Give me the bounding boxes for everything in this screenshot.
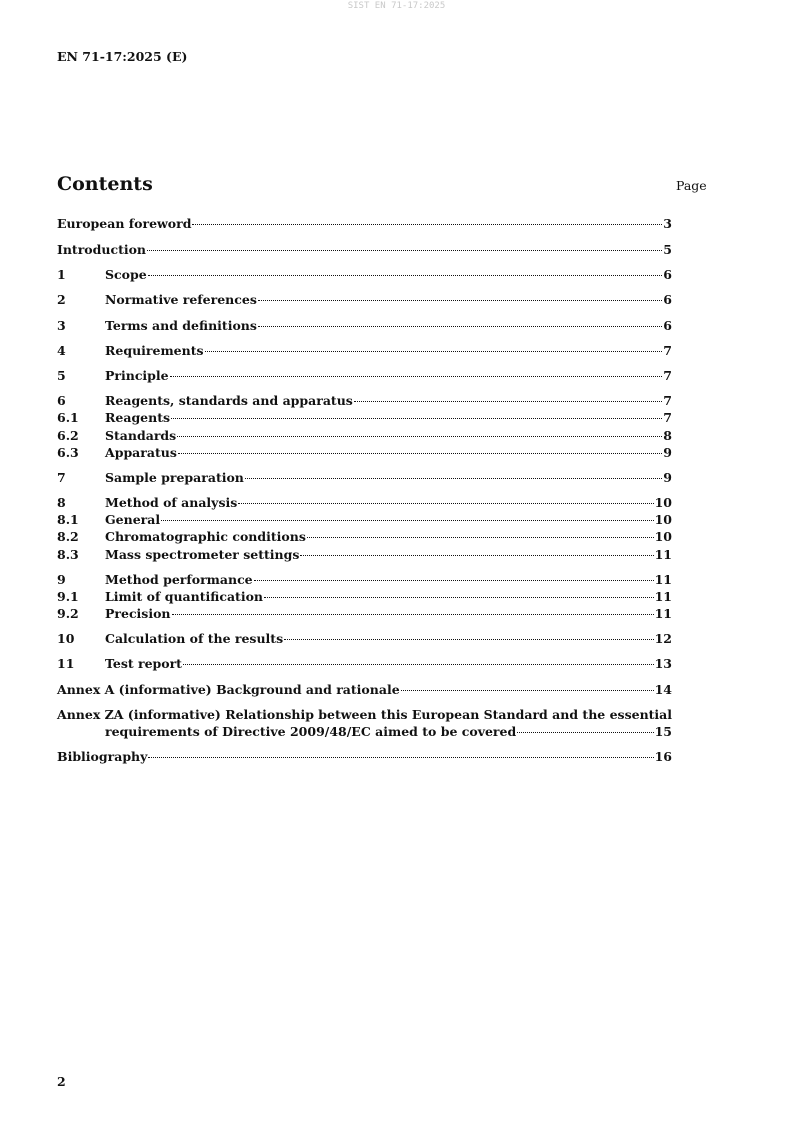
toc-entry[interactable] <box>57 469 672 486</box>
toc-leader-dots <box>245 478 662 479</box>
toc-entry-page: 9 <box>663 445 672 460</box>
toc-leader-dots <box>147 250 662 251</box>
toc-entry-number: 8.1 <box>57 512 79 527</box>
toc-entry[interactable] <box>57 528 672 545</box>
toc-entry-page: 11 <box>654 589 672 604</box>
toc-entry[interactable] <box>57 427 672 444</box>
toc-entry-title: Requirements <box>105 343 204 358</box>
toc-entry-page: 8 <box>663 428 672 443</box>
toc-entry-title: Method performance <box>105 572 253 587</box>
toc-entry-page: 10 <box>654 495 672 510</box>
toc-leader-dots <box>401 690 654 691</box>
toc-entry-number: 6.3 <box>57 445 79 460</box>
toc-leader-dots <box>148 275 663 276</box>
toc-entry-title: Test report <box>105 656 182 671</box>
toc-entry-page: 15 <box>654 724 672 739</box>
toc-leader-dots <box>300 555 653 556</box>
toc-entry-page: 10 <box>654 529 672 544</box>
toc-entry-number: 9.2 <box>57 606 79 621</box>
toc-entry-number: 4 <box>57 343 66 358</box>
toc-entry[interactable] <box>57 392 672 409</box>
toc-entry-title: Normative references <box>105 292 257 307</box>
toc-entry[interactable] <box>57 342 672 359</box>
toc-leader-dots <box>354 401 662 402</box>
toc-entry-number: 6.1 <box>57 410 79 425</box>
toc-entry-page: 13 <box>654 656 672 671</box>
toc-entry-annex-za[interactable] <box>57 706 672 740</box>
toc-entry-title: Precision <box>105 606 171 621</box>
toc-entry[interactable] <box>57 630 672 647</box>
toc-entry-title: Principle <box>105 368 169 383</box>
toc-leader-dots <box>517 732 653 733</box>
toc-entry-title: Apparatus <box>105 445 177 460</box>
toc-entry-page: 16 <box>654 749 672 764</box>
toc-leader-dots <box>170 376 663 377</box>
toc-entry[interactable] <box>57 571 672 588</box>
toc-entry-title: Introduction <box>57 242 147 257</box>
toc-entry-page: 6 <box>663 318 672 333</box>
toc-entry-number: 7 <box>57 470 66 485</box>
toc-leader-dots <box>238 503 653 504</box>
toc-entry-page: 10 <box>654 512 672 527</box>
toc-leader-dots <box>284 639 653 640</box>
toc-entry-title: Standards <box>105 428 177 443</box>
watermark: SIST EN 71-17:2025 <box>347 1 446 11</box>
page-column-label: Page <box>676 178 707 193</box>
toc-entry-page: 11 <box>654 572 672 587</box>
toc-entry-number: 6.2 <box>57 428 79 443</box>
toc-leader-dots <box>178 453 662 454</box>
toc-entry-page: 7 <box>663 410 672 425</box>
toc-entry-number: 8.3 <box>57 547 79 562</box>
toc-entry[interactable] <box>57 367 672 384</box>
toc-entry-page: 6 <box>663 292 672 307</box>
toc-leader-dots <box>183 664 654 665</box>
toc-entry-title: Annex ZA (informative) Relationship between this European Standard and the essential <box>57 707 673 722</box>
contents-heading: Contents <box>57 173 153 195</box>
toc-leader-dots <box>307 537 654 538</box>
toc-entry[interactable] <box>57 266 672 283</box>
toc-leader-dots <box>148 757 653 758</box>
toc-leader-dots <box>258 300 662 301</box>
toc-entry[interactable] <box>57 546 672 563</box>
toc-leader-dots <box>172 614 654 615</box>
toc-entry-page: 7 <box>663 368 672 383</box>
toc-entry-number: 10 <box>57 631 75 646</box>
footer-page-number: 2 <box>57 1074 66 1089</box>
toc-entry[interactable] <box>57 588 672 605</box>
toc-entry-title: Sample preparation <box>105 470 244 485</box>
toc-entry-title: Terms and definitions <box>105 318 257 333</box>
toc-leader-dots <box>192 224 662 225</box>
toc-entry[interactable] <box>57 409 672 426</box>
toc-entry-number: 8.2 <box>57 529 79 544</box>
toc-entry-title: Mass spectrometer settings <box>105 547 300 562</box>
toc-entry[interactable] <box>57 494 672 511</box>
toc-entry-title: Scope <box>105 267 147 282</box>
toc-entry-page: 5 <box>663 242 672 257</box>
toc-entry-page: 6 <box>663 267 672 282</box>
toc-entry-number: 3 <box>57 318 66 333</box>
toc-entry[interactable] <box>57 511 672 528</box>
toc-entry-number: 2 <box>57 292 66 307</box>
toc-entry-title-continued: requirements of Directive 2009/48/EC aimed to be covered <box>105 724 517 739</box>
toc-entry[interactable] <box>57 655 672 672</box>
toc-leader-dots <box>264 597 654 598</box>
toc-entry-title: European foreword <box>57 216 192 231</box>
toc-entry-title: General <box>105 512 161 527</box>
toc-entry[interactable] <box>57 291 672 308</box>
toc-entry[interactable] <box>57 444 672 461</box>
toc-entry[interactable] <box>57 317 672 334</box>
toc-entry-number: 5 <box>57 368 66 383</box>
document-id: EN 71-17:2025 (E) <box>57 49 188 64</box>
toc-entry-number: 9.1 <box>57 589 79 604</box>
toc-entry-number: 1 <box>57 267 66 282</box>
toc-leader-dots <box>161 520 653 521</box>
toc-entry-number: 11 <box>57 656 75 671</box>
toc-entry[interactable] <box>57 241 672 258</box>
toc-entry-number: 8 <box>57 495 66 510</box>
toc-entry-page: 7 <box>663 393 672 408</box>
toc-entry-page: 11 <box>654 606 672 621</box>
toc-entry-title: Reagents <box>105 410 171 425</box>
toc-entry-page: 11 <box>654 547 672 562</box>
toc-entry-page: 12 <box>654 631 672 646</box>
toc-leader-dots <box>171 418 662 419</box>
toc-entry-title: Calculation of the results <box>105 631 284 646</box>
toc-leader-dots <box>177 436 662 437</box>
toc-entry[interactable] <box>57 215 672 232</box>
toc-entry-page: 14 <box>654 682 672 697</box>
toc-entry-page: 7 <box>663 343 672 358</box>
toc-entry-page: 9 <box>663 470 672 485</box>
toc-entry-number: 9 <box>57 572 66 587</box>
toc-entry-page: 3 <box>663 216 672 231</box>
toc-entry-bibliography[interactable] <box>57 748 672 765</box>
toc-entry-title: Limit of quantification <box>105 589 263 604</box>
toc-entry-title: Bibliography <box>57 749 148 764</box>
toc-entry[interactable] <box>57 681 672 698</box>
toc-leader-dots <box>254 580 654 581</box>
toc-entry-number: 6 <box>57 393 66 408</box>
toc-leader-dots <box>205 351 663 352</box>
toc-entry-title: Chromatographic conditions <box>105 529 306 544</box>
toc-entry-title: Annex A (informative) Background and rationale <box>57 682 400 697</box>
toc-leader-dots <box>258 326 662 327</box>
toc-entry-title: Reagents, standards and apparatus <box>105 393 353 408</box>
toc-entry[interactable] <box>57 605 672 622</box>
toc-entry-title: Method of analysis <box>105 495 238 510</box>
